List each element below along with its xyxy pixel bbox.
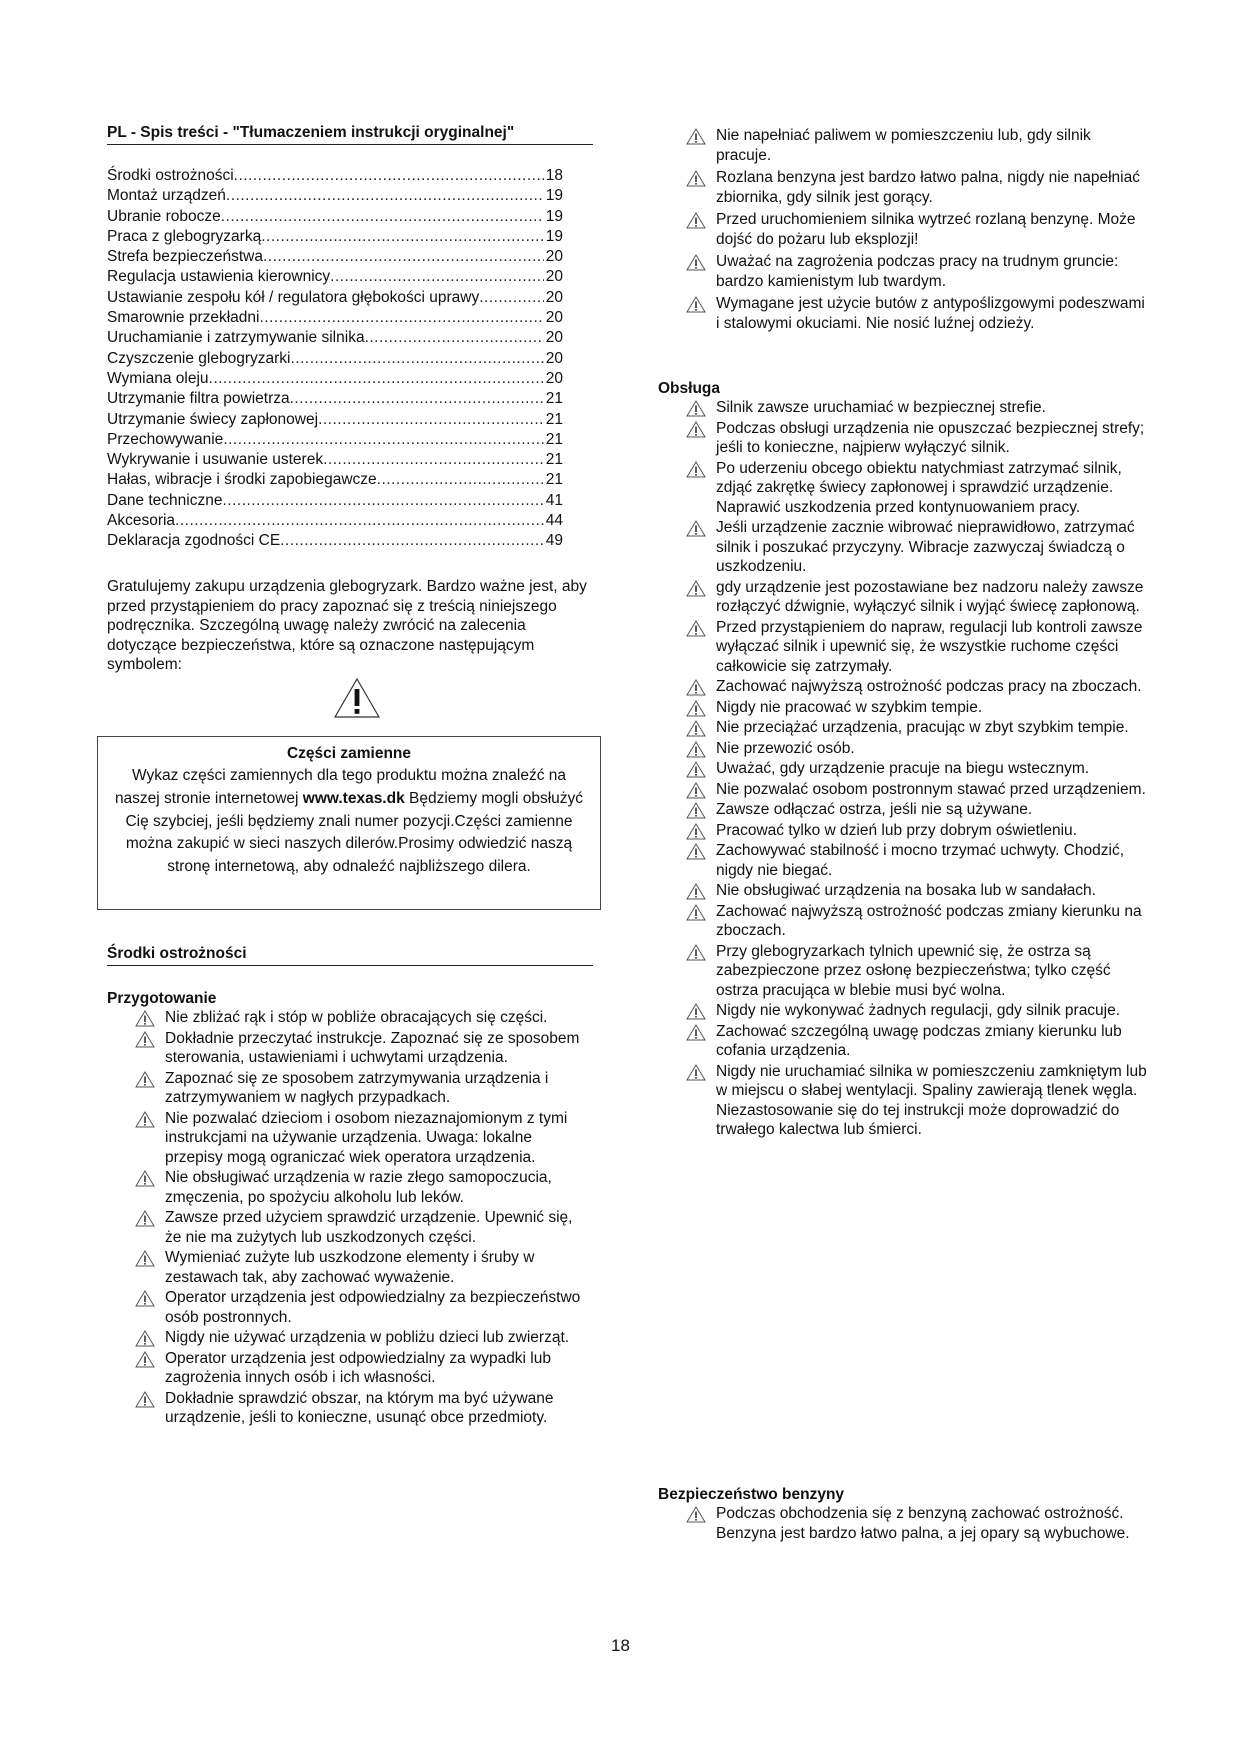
- website-link[interactable]: www.texas.dk: [302, 789, 405, 807]
- toc-entry-page: 21: [545, 451, 563, 469]
- warning-triangle-icon: [125, 1328, 165, 1347]
- warning-triangle-icon: [125, 1389, 165, 1408]
- toc-entry-page: 18: [545, 167, 563, 184]
- warning-item: [676, 126, 1148, 165]
- toc-entry: [107, 450, 563, 470]
- toc-entry-label: Czyszczenie glebogryzarki: [107, 349, 291, 367]
- toc-title: PL - Spis treści - "Tłumaczeniem instrukcji oryginalnej": [107, 124, 593, 145]
- warning-item: [125, 1008, 593, 1028]
- intro-paragraph: Gratulujemy zakupu urządzenia glebogryzark. Bardzo ważne jest, aby przed przystąpieniem do pracy zapoznać się z treścią niniejszego podręcznika. Szczególną uwagę należy zwrócić na zalecenia dotyczące bezpieczeństwa, które są oznaczone następującym symbolem:: [107, 578, 587, 673]
- warning-item-text: Jeśli urządzenie zacznie wibrować nieprawidłowo, zatrzymać silnik i poszukać przyczyny. Wibracje zazwyczaj świadczą o uszkodzeniu.: [716, 519, 1135, 575]
- toc-entry-page: 20: [545, 349, 563, 367]
- warning-item: [676, 518, 1148, 577]
- warning-triangle-icon: [676, 881, 716, 900]
- toc-leader-dots: [221, 207, 544, 227]
- warning-item: [676, 718, 1148, 738]
- toc-leader-dots: [330, 267, 544, 287]
- warning-item-text: Nie napełniać paliwem w pomieszczeniu lub, gdy silnik pracuje.: [716, 127, 1091, 164]
- toc-entry-label: Ustawianie zespołu kół / regulatora głębokości uprawy: [107, 288, 480, 306]
- toc-entry: [107, 389, 563, 409]
- toc-entry-label: Akcesoria: [107, 512, 176, 530]
- toc-leader-dots: [234, 166, 544, 186]
- warning-item-text: Zapoznać się ze sposobem zatrzymywania urządzenia i zatrzymywaniem w nagłych przypadkach.: [165, 1069, 549, 1106]
- warning-item: [676, 780, 1148, 800]
- toc-entry-label: Praca z glebogryzarką: [107, 227, 262, 245]
- warning-item: [676, 739, 1148, 759]
- preparation-title: Przygotowanie: [107, 990, 217, 1007]
- toc-leader-dots: [479, 288, 544, 308]
- warning-item-text: Dokładnie przeczytać instrukcje. Zapoznać się ze sposobem sterowania, ustawieniami i uchwytami urządzenia.: [165, 1029, 580, 1066]
- warning-item-text: Dokładnie sprawdzić obszar, na którym ma być używane urządzenie, jeśli to konieczne, usunąć obce przedmioty.: [165, 1389, 554, 1426]
- preparation-continued-list: [676, 126, 1148, 336]
- toc-leader-dots: [323, 450, 544, 470]
- warning-item-text: Zawsze odłączać ostrza, jeśli nie są używane.: [716, 801, 1033, 818]
- toc-entry-page: 20: [545, 309, 563, 327]
- safety-title: Środki ostrożności: [107, 945, 593, 966]
- toc-entry-page: 21: [545, 390, 563, 408]
- warning-triangle-icon: [676, 902, 716, 921]
- toc-leader-dots: [226, 186, 544, 206]
- operation-list: [658, 398, 1148, 1140]
- warning-item: [676, 398, 1148, 418]
- warning-triangle-icon: [125, 1349, 165, 1368]
- fuel-safety-list: [658, 1504, 1148, 1543]
- warning-item-text: Nie pozwalać dzieciom i osobom niezaznajomionym z tymi instrukcjami na używanie urządzenia. Uwaga: lokalne przepisy mogą ograniczać wiek operatora urządzenia.: [165, 1109, 568, 1166]
- warning-triangle-icon: [676, 780, 716, 799]
- fuel-safety-title: Bezpieczeństwo benzyny: [658, 1486, 845, 1503]
- toc-entry-page: 20: [545, 268, 563, 286]
- warning-triangle-icon: [676, 398, 716, 417]
- toc-entry-label: Utrzymanie świecy zapłonowej: [107, 410, 319, 428]
- warning-triangle-icon: [676, 821, 716, 840]
- warning-triangle-icon: [125, 1168, 165, 1187]
- warning-item-text: Zawsze przed użyciem sprawdzić urządzenie. Upewnić się, że nie ma zużytych lub uszkodzonych części.: [165, 1209, 573, 1246]
- warning-triangle-icon: [676, 294, 716, 313]
- warning-item: [676, 210, 1148, 249]
- warning-item: [676, 677, 1148, 697]
- toc-entry: [107, 288, 563, 308]
- toc-entry-label: Wymiana oleju: [107, 369, 209, 387]
- toc-entry-page: 19: [545, 207, 563, 225]
- toc-entry-label: Montaż urządzeń: [107, 187, 226, 205]
- warning-item: [676, 1504, 1148, 1543]
- warning-item-text: Nie zbliżać rąk i stóp w pobliże obracających się części.: [165, 1009, 548, 1026]
- toc-entry-label: Smarownie przekładni: [107, 309, 260, 327]
- warning-triangle-icon: [676, 210, 716, 229]
- warning-triangle-icon: [676, 718, 716, 737]
- toc-entry: [107, 430, 563, 450]
- toc-entry-page: 21: [545, 430, 563, 448]
- warning-item-text: Nie obsługiwać urządzenia w razie złego samopoczucia, zmęczenia, po spożyciu alkoholu lub leków.: [165, 1169, 552, 1206]
- warning-triangle-icon: [676, 739, 716, 758]
- warning-triangle-icon: [125, 1069, 165, 1088]
- warning-item-text: Pracować tylko w dzień lub przy dobrym oświetleniu.: [716, 821, 1077, 839]
- warning-triangle-icon: [125, 1208, 165, 1227]
- toc-entry-page: 20: [545, 369, 563, 387]
- toc-entry: [107, 308, 563, 328]
- preparation-list: [107, 1008, 593, 1428]
- warning-item-text: Nie obsługiwać urządzenia na bosaka lub w sandałach.: [716, 882, 1096, 899]
- warning-item: [676, 698, 1148, 718]
- operation-section: [658, 380, 1148, 1141]
- page-number: 18: [611, 1636, 630, 1655]
- warning-item: [125, 1069, 593, 1108]
- toc-entry-page: 44: [545, 512, 563, 530]
- warning-item-text: Podczas obsługi urządzenia nie opuszczać bezpiecznej strefy; jeśli to konieczne, najpierw wyłączyć silnik.: [716, 419, 1145, 456]
- toc-entry: [107, 328, 563, 348]
- warning-triangle-icon: [676, 1504, 716, 1523]
- toc-entry: [107, 267, 563, 287]
- warning-item-text: Nigdy nie uruchamiać silnika w pomieszczeniu zamkniętym lub w miejscu o słabej wentylacji. Spaliny zawierają tlenek węgla. Niezastosowanie się do tej instrukcji może doprowadzić do trwałego kalectwa lub śmierci.: [716, 1062, 1147, 1138]
- warning-item: [676, 800, 1148, 820]
- toc-entry: [107, 186, 563, 206]
- toc-entry-label: Wykrywanie i usuwanie usterek: [107, 451, 324, 469]
- toc-entry-page: 20: [545, 248, 563, 266]
- warning-item-text: Uważać, gdy urządzenie pracuje na biegu wstecznym.: [716, 760, 1090, 777]
- toc-entry: [107, 511, 563, 531]
- warning-triangle-icon: [676, 677, 716, 696]
- spare-parts-title: Części zamienne: [286, 745, 412, 762]
- toc-entry: [107, 349, 563, 369]
- warning-item: [676, 841, 1148, 880]
- operation-title: Obsługa: [658, 380, 721, 397]
- warning-item-text: Silnik zawsze uruchamiać w bezpiecznej strefie.: [716, 399, 1046, 416]
- toc-entry-label: Hałas, wibracje i środki zapobiegawcze: [107, 471, 377, 489]
- toc-leader-dots: [291, 349, 544, 369]
- warning-triangle-icon: [125, 1109, 165, 1128]
- toc-entry: [107, 470, 563, 490]
- toc-entry: [107, 166, 563, 186]
- warning-item: [676, 168, 1148, 207]
- warning-triangle-icon: [676, 800, 716, 819]
- toc-entry: [107, 531, 563, 551]
- warning-item: [676, 252, 1148, 291]
- warning-item-text: Wymieniać zużyte lub uszkodzone elementy i śruby w zestawach tak, aby zachować wyważenie.: [165, 1249, 535, 1286]
- toc-leader-dots: [377, 470, 544, 490]
- warning-triangle-icon: [676, 1062, 716, 1081]
- warning-item: [676, 578, 1148, 617]
- toc-entry-label: Przechowywanie: [107, 430, 224, 448]
- warning-item: [125, 1168, 593, 1207]
- warning-triangle-icon: [676, 698, 716, 717]
- toc-entry-page: 41: [545, 491, 563, 509]
- warning-triangle-icon: [676, 759, 716, 778]
- fuel-safety-section: [658, 1486, 1148, 1544]
- warning-item-text: Zachowywać stabilność i mocno trzymać uchwyty. Chodzić, nigdy nie biegać.: [716, 842, 1125, 879]
- warning-triangle-icon: [676, 841, 716, 860]
- warning-item-text: Nie przeciążać urządzenia, pracując w zbyt szybkim tempie.: [716, 719, 1129, 736]
- toc-leader-dots: [280, 531, 544, 551]
- toc-leader-dots: [318, 410, 544, 430]
- spare-parts-text: [108, 765, 590, 879]
- warning-item: [676, 294, 1148, 333]
- toc-entry: [107, 247, 563, 267]
- warning-item-text: Przed uruchomieniem silnika wytrzeć rozlaną benzynę. Może dojść do pożaru lub eksplozji!: [716, 211, 1136, 248]
- warning-item-text: Zachować szczególną uwagę podczas zmiany kierunku lub cofania urządzenia.: [716, 1022, 1122, 1059]
- warning-triangle-icon: [125, 1248, 165, 1267]
- warning-item-text: Nie pozwalać osobom postronnym stawać przed urządzeniem.: [716, 780, 1146, 798]
- warning-item: [125, 1208, 593, 1247]
- warning-triangle-icon: [676, 1001, 716, 1020]
- warning-item: [676, 942, 1148, 1001]
- toc-entry-label: Ubranie robocze: [107, 207, 221, 225]
- toc-leader-dots: [290, 389, 544, 409]
- toc-entry: [107, 227, 563, 247]
- toc-leader-dots: [365, 328, 544, 348]
- warning-item-text: Zachować najwyższą ostrożność podczas pracy na zboczach.: [716, 678, 1142, 695]
- toc-entry-label: Środki ostrożności: [107, 167, 234, 184]
- warning-item-text: Uważać na zagrożenia podczas pracy na trudnym gruncie: bardzo kamienistym lub twardym.: [716, 253, 1119, 290]
- toc-entry-page: 49: [545, 532, 563, 550]
- spare-parts-box: [97, 736, 601, 910]
- warning-item-text: Po uderzeniu obcego obiektu natychmiast zatrzymać silnik, zdjąć zakrętkę świecy zapłonowej i sprawdzić urządzenie. Naprawić uszkodzenia przed kontynuowaniem pracy.: [716, 459, 1122, 516]
- warning-item: [125, 1328, 593, 1348]
- toc-entry: [107, 369, 563, 389]
- warning-item: [676, 881, 1148, 901]
- warning-triangle-icon: [676, 419, 716, 438]
- toc-leader-dots: [260, 308, 544, 328]
- warning-triangle-icon: [676, 518, 716, 537]
- warning-item: [125, 1389, 593, 1428]
- warning-item: [676, 618, 1148, 677]
- warning-item: [125, 1029, 593, 1068]
- warning-item: [676, 902, 1148, 941]
- warning-triangle-icon: [676, 942, 716, 961]
- toc-entry-label: Strefa bezpieczeństwa: [107, 248, 263, 266]
- warning-item: [676, 1022, 1148, 1061]
- toc-entry-page: 19: [545, 227, 563, 245]
- warning-triangle-icon: [676, 1022, 716, 1041]
- warning-item-text: Zachować najwyższą ostrożność podczas zmiany kierunku na zboczach.: [716, 902, 1142, 939]
- warning-item: [676, 419, 1148, 458]
- preparation-section: [107, 990, 593, 1429]
- warning-item: [125, 1109, 593, 1168]
- warning-item: [676, 759, 1148, 779]
- warning-item: [125, 1288, 593, 1327]
- warning-item: [676, 1001, 1148, 1021]
- toc-entry-label: Deklaracja zgodności CE: [107, 532, 281, 550]
- toc-leader-dots: [223, 430, 543, 450]
- warning-triangle-icon: [676, 168, 716, 187]
- toc-entry-label: Utrzymanie filtra powietrza: [107, 390, 290, 408]
- toc-entry-label: Dane techniczne: [107, 491, 223, 509]
- warning-triangle-icon: [125, 1288, 165, 1307]
- toc-entry-label: Uruchamianie i zatrzymywanie silnika: [107, 329, 365, 347]
- warning-item-text: Nigdy nie wykonywać żadnych regulacji, gdy silnik pracuje.: [716, 1002, 1121, 1019]
- warning-triangle-icon: [676, 252, 716, 271]
- toc-leader-dots: [175, 511, 544, 531]
- warning-item-text: Przed przystąpieniem do napraw, regulacji lub kontroli zawsze wyłączać silnik i upewnić się, że wszystkie ruchome części całkowicie się zatrzymały.: [716, 618, 1143, 675]
- warning-item: [676, 821, 1148, 841]
- warning-triangle-icon: [332, 676, 382, 720]
- toc-entry-page: 20: [545, 288, 563, 306]
- spare-parts-text-before: Wykaz części zamiennych dla tego produktu można znaleźć na naszej stronie internetowej: [114, 767, 567, 807]
- spare-parts-text-after: Będziemy mogli obsłużyć Cię szybciej, jeśli będziemy znali numer pozycji.Części zamienne można zakupić w sieci naszych dilerów.Prosimy odwiedzić naszą stronę internetową, aby odnaleźć najbliższego dilera.: [125, 789, 584, 876]
- toc-entry: [107, 491, 563, 511]
- warning-item-text: Operator urządzenia jest odpowiedzialny za bezpieczeństwo osób postronnych.: [165, 1289, 581, 1326]
- warning-item-text: Przy glebogryzarkach tylnich upewnić się, że ostrza są zabezpieczone przez osłonę bezpieczeństwa; tylko część ostrza pracująca w blebie musi być wolna.: [716, 942, 1111, 999]
- toc-entry: [107, 410, 563, 430]
- toc-entry-page: 20: [545, 329, 563, 347]
- warning-item-text: Nie przewozić osób.: [716, 739, 855, 757]
- toc-leader-dots: [263, 247, 544, 267]
- warning-item: [676, 459, 1148, 518]
- toc-entry-label: Regulacja ustawienia kierownicy: [107, 268, 331, 286]
- warning-item: [125, 1248, 593, 1287]
- warning-item-text: Wymagane jest użycie butów z antypoślizgowymi podeszwami i stalowymi okuciami. Nie nosić luźnej odzieży.: [716, 295, 1145, 332]
- warning-item-text: Rozlana benzyna jest bardzo łatwo palna, nigdy nie napełniać zbiornika, gdy silnik jest gorący.: [716, 169, 1140, 206]
- warning-item-text: Podczas obchodzenia się z benzyną zachować ostrożność. Benzyna jest bardzo łatwo palna, a jej opary są wybuchowe.: [716, 1505, 1130, 1542]
- warning-triangle-icon: [676, 459, 716, 478]
- warning-triangle-icon: [676, 618, 716, 637]
- toc-entry-page: 19: [545, 187, 563, 205]
- toc-leader-dots: [209, 369, 544, 389]
- toc-leader-dots: [222, 491, 543, 511]
- warning-triangle-icon: [676, 578, 716, 597]
- toc-leader-dots: [261, 227, 544, 247]
- toc-entry-page: 21: [545, 471, 563, 489]
- warning-item-text: gdy urządzenie jest pozostawiane bez nadzoru należy zawsze rozłączyć dźwignie, wyłączyć silnik i wyjąć świecę zapłonową.: [716, 578, 1144, 615]
- warning-item-text: Nigdy nie używać urządzenia w pobliżu dzieci lub zwierząt.: [165, 1329, 570, 1346]
- warning-item-text: Operator urządzenia jest odpowiedzialny za wypadki lub zagrożenia innych osób i ich własności.: [165, 1349, 551, 1386]
- table-of-contents: [107, 166, 563, 552]
- warning-item: [125, 1349, 593, 1388]
- warning-triangle-icon: [676, 126, 716, 145]
- toc-entry: [107, 207, 563, 227]
- toc-entry-page: 21: [545, 410, 563, 428]
- warning-triangle-icon: [125, 1008, 165, 1027]
- warning-item-text: Nigdy nie pracować w szybkim tempie.: [716, 698, 983, 716]
- warning-item: [676, 1062, 1148, 1140]
- warning-triangle-icon: [125, 1029, 165, 1048]
